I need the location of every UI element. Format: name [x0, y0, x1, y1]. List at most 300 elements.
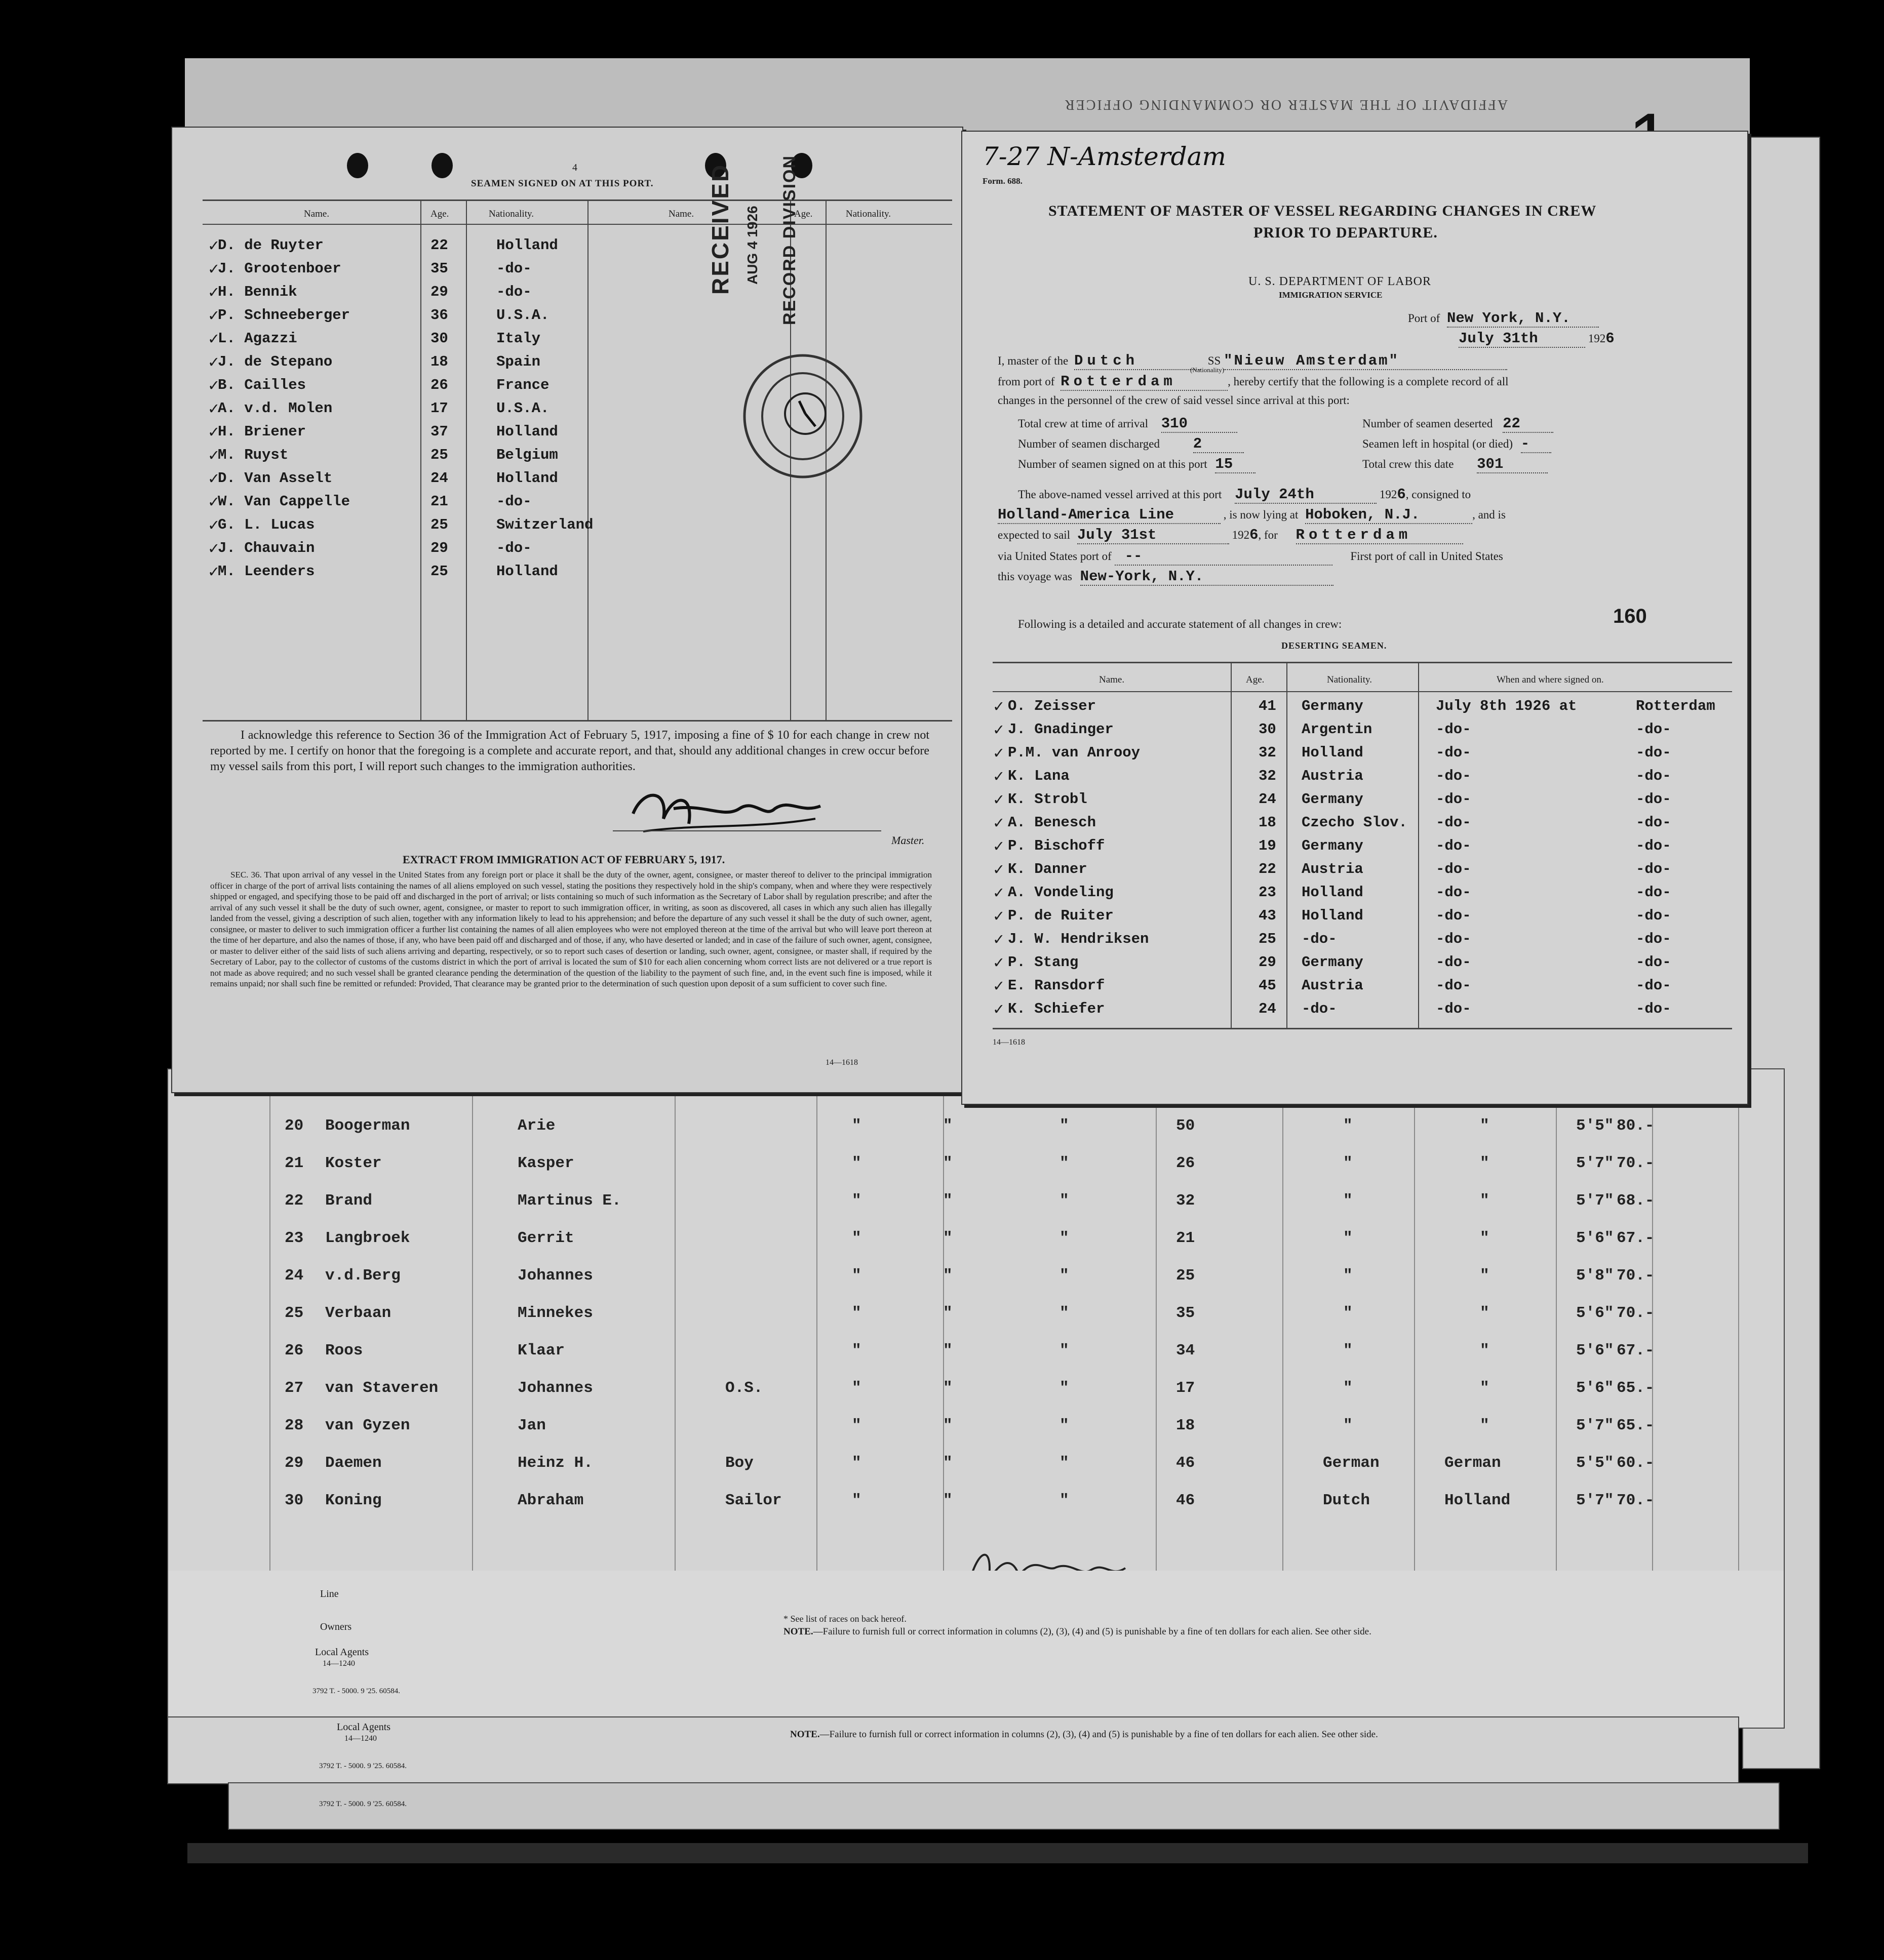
age: 21	[1176, 1229, 1195, 1247]
deserter-signed-where: -do-	[1636, 931, 1671, 947]
deserter-nationality: -do-	[1302, 1001, 1337, 1017]
manifest-row	[168, 1444, 1784, 1482]
surname: Roos	[325, 1342, 363, 1359]
seaman-row	[208, 281, 962, 304]
seaman-age: 30	[430, 330, 448, 347]
deserter-age: 29	[1259, 954, 1276, 971]
given-name: Klaar	[518, 1342, 565, 1359]
deserter-signed-where: -do-	[1636, 721, 1671, 738]
deserter-row	[993, 718, 1737, 741]
seaman-nationality: -do-	[496, 260, 532, 277]
col-header-nationality: Nationality.	[1327, 674, 1372, 685]
crew-manifest-sheet	[167, 1068, 1785, 1729]
ditto-mark: "	[943, 1454, 953, 1472]
deserter-signed-when: -do-	[1436, 1001, 1471, 1017]
given-name: Gerrit	[518, 1229, 574, 1247]
check-mark: ✓	[993, 884, 1005, 901]
check-mark: ✓	[993, 977, 1005, 994]
deserter-signed-when: -do-	[1436, 768, 1471, 784]
deserter-age: 32	[1259, 768, 1276, 784]
check-mark: ✓	[993, 721, 1005, 738]
nationality-caption: (Nationality)	[1190, 366, 1225, 374]
ditto-mark: "	[852, 1304, 861, 1322]
deserter-nationality: Germany	[1302, 954, 1363, 971]
ditto-mark: "	[852, 1454, 861, 1472]
deserter-name: P. de Ruiter	[1008, 907, 1114, 924]
manifest-row	[168, 1369, 1784, 1407]
manifest-row	[168, 1294, 1784, 1332]
deserter-age: 32	[1259, 744, 1276, 761]
check-mark: ✓	[993, 907, 1005, 925]
port-line: Port of New York, N.Y.	[1408, 310, 1599, 328]
ditto-mark: "	[1059, 1417, 1069, 1434]
seaman-age: 17	[430, 400, 448, 417]
deserting-title: DESERTING SEAMEN.	[1281, 641, 1387, 651]
deserter-nationality: Austria	[1302, 861, 1363, 877]
seaman-nationality: Italy	[496, 330, 541, 347]
surname: Boogerman	[325, 1117, 410, 1135]
received-stamp: RECEIVED	[707, 163, 733, 295]
deserter-signed-when: -do-	[1436, 931, 1471, 947]
agents-code: 14—1240	[323, 1659, 355, 1668]
ditto-mark: "	[1059, 1379, 1069, 1397]
seaman-nationality: Holland	[496, 563, 558, 580]
seaman-nationality: U.S.A.	[496, 400, 550, 417]
age: 17	[1176, 1379, 1195, 1397]
handwritten-note: 7-27 N-Amsterdam	[983, 142, 1226, 171]
row-number: 22	[285, 1192, 304, 1210]
deserter-name: J. W. Hendriksen	[1008, 931, 1149, 947]
given-name: Johannes	[518, 1267, 593, 1285]
ditto-mark: "	[1343, 1154, 1353, 1172]
ditto-mark: "	[1059, 1304, 1069, 1322]
given-name: Johannes	[518, 1379, 593, 1397]
deserter-row	[993, 951, 1737, 974]
seaman-name: M. Leenders	[218, 563, 315, 580]
manifest-row	[168, 1257, 1784, 1294]
ditto-mark: "	[943, 1379, 953, 1397]
acknowledgement-text: I acknowledge this reference to Section 36 of the Immigration Act of February 5, 1917, imposing a fine of $ 10 for each change in crew not reported by me. I certify on honor that the foregoing is a complete and accurate report, and that, should any additional changes in crew occur before my vessel sails from this port, I will report such changes to the immigration authorities.	[210, 729, 929, 773]
manifest-strip-3	[228, 1782, 1780, 1830]
height: 5'7"	[1576, 1492, 1614, 1509]
seaman-row	[208, 560, 962, 583]
weight: 65.-	[1617, 1379, 1655, 1397]
seaman-age: 25	[430, 563, 448, 580]
print-code-3: 3792 T. - 5000. 9 '25. 60584.	[319, 1800, 407, 1808]
weight: 70.-	[1617, 1492, 1655, 1509]
ditto-mark: "	[852, 1192, 861, 1210]
deserter-signed-where: -do-	[1636, 907, 1671, 924]
col-header-name: Name.	[304, 209, 330, 219]
row-number: 28	[285, 1417, 304, 1434]
manifest-row	[168, 1332, 1784, 1369]
age: 25	[1176, 1267, 1195, 1285]
deserter-row	[993, 881, 1737, 904]
from-port-line: from port of Rotterdam , hereby certify that the following is a complete record of all	[998, 373, 1509, 390]
ditto-mark: "	[943, 1342, 953, 1359]
check-mark: ✓	[993, 814, 1005, 831]
deserter-signed-when: -do-	[1436, 721, 1471, 738]
col-header-age: Age.	[430, 209, 449, 219]
position: Sailor	[725, 1492, 782, 1509]
manifest-row	[168, 1144, 1784, 1182]
deserter-age: 24	[1259, 791, 1276, 808]
form-title: SEAMEN SIGNED ON AT THIS PORT.	[471, 178, 654, 189]
deserter-name: P. Bischoff	[1008, 837, 1105, 854]
given-name: Abraham	[518, 1492, 584, 1509]
punch-hole	[431, 153, 453, 178]
ditto-mark: "	[852, 1117, 861, 1135]
statement-title-1: STATEMENT OF MASTER OF VESSEL REGARDING CHANGES IN CREW	[1048, 203, 1597, 219]
deserter-nationality: Czecho Slov.	[1302, 814, 1407, 831]
seaman-nationality: Holland	[496, 423, 558, 440]
seaman-age: 18	[430, 353, 448, 370]
given-name: Arie	[518, 1117, 556, 1135]
check-mark: ✓	[993, 861, 1005, 878]
race: German	[1323, 1454, 1380, 1472]
ditto-mark: "	[1059, 1117, 1069, 1135]
weight: 65.-	[1617, 1417, 1655, 1434]
height: 5'6"	[1576, 1379, 1614, 1397]
given-name: Kasper	[518, 1154, 574, 1172]
statement-title-2: PRIOR TO DEPARTURE.	[1253, 224, 1438, 241]
check-mark: ✓	[208, 540, 220, 557]
seaman-age: 25	[430, 447, 448, 463]
check-mark: ✓	[208, 447, 220, 464]
deserter-signed-when: -do-	[1436, 977, 1471, 994]
deserter-row	[993, 904, 1737, 928]
ditto-mark: "	[943, 1417, 953, 1434]
height: 5'6"	[1576, 1342, 1614, 1359]
height: 5'6"	[1576, 1229, 1614, 1247]
surname: v.d.Berg	[325, 1267, 401, 1285]
deserter-name: E. Ransdorf	[1008, 977, 1105, 994]
deserter-nationality: Holland	[1302, 907, 1363, 924]
punch-hole	[347, 153, 368, 178]
total-crew-date: Total crew this date 301	[1362, 456, 1548, 473]
deserter-age: 23	[1259, 884, 1276, 901]
seamen-signed-on: Number of seamen signed on at this port 15	[1018, 456, 1255, 473]
check-mark: ✓	[208, 237, 220, 254]
col-header-age: Age.	[1246, 674, 1265, 685]
ditto-mark: "	[1343, 1229, 1353, 1247]
record-division-stamp: RECORD DIVISION	[780, 154, 799, 325]
deserter-signed-where: -do-	[1636, 814, 1671, 831]
manifest-row	[168, 1219, 1784, 1257]
changes-line: changes in the personnel of the crew of said vessel since arrival at this port:	[998, 394, 1350, 407]
ditto-mark: "	[943, 1117, 953, 1135]
position: Boy	[725, 1454, 754, 1472]
deserter-signed-where: -do-	[1636, 744, 1671, 761]
ditto-mark: "	[1480, 1154, 1489, 1172]
height: 5'7"	[1576, 1192, 1614, 1210]
weight: 70.-	[1617, 1304, 1655, 1322]
owners-label: Owners	[320, 1621, 352, 1632]
row-number: 21	[285, 1154, 304, 1172]
seaman-nationality: -do-	[496, 284, 532, 300]
deserter-row	[993, 741, 1737, 765]
seamen-hospital: Seamen left in hospital (or died) -	[1362, 435, 1551, 453]
deserter-row	[993, 858, 1737, 881]
ditto-mark: "	[943, 1154, 953, 1172]
statement-of-master-form	[961, 131, 1748, 1105]
deserter-nationality: Germany	[1302, 791, 1363, 808]
seaman-name: M. Ruyst	[218, 447, 289, 463]
deserter-signed-where: -do-	[1636, 954, 1671, 971]
age: 50	[1176, 1117, 1195, 1135]
deserter-row	[993, 997, 1737, 1021]
check-mark: ✓	[993, 837, 1005, 855]
deserter-signed-when: -do-	[1436, 744, 1471, 761]
note-line: NOTE.—Failure to furnish full or correct information in columns (2), (3), (4) and (5) is punishable by a fine of ten dollars for each alien. See other side.	[783, 1626, 1371, 1637]
check-mark: ✓	[208, 330, 220, 347]
check-mark: ✓	[993, 698, 1005, 715]
deserter-age: 25	[1259, 931, 1276, 947]
row-number: 23	[285, 1229, 304, 1247]
given-name: Jan	[518, 1417, 546, 1434]
ditto-mark: "	[943, 1229, 953, 1247]
seaman-name: H. Briener	[218, 423, 306, 440]
deserter-row	[993, 765, 1737, 788]
seaman-age: 35	[430, 260, 448, 277]
seaman-row	[208, 234, 962, 257]
check-mark: ✓	[993, 744, 1005, 762]
seaman-name: P. Schneeberger	[218, 307, 350, 324]
deserter-name: J. Gnadinger	[1008, 721, 1114, 738]
seaman-age: 36	[430, 307, 448, 324]
seaman-nationality: Holland	[496, 470, 558, 487]
weight: 70.-	[1617, 1267, 1655, 1285]
ditto-mark: "	[1343, 1304, 1353, 1322]
form-label: Form. 688.	[983, 176, 1023, 186]
ditto-mark: "	[852, 1417, 861, 1434]
position: O.S.	[725, 1379, 763, 1397]
seaman-row	[208, 304, 962, 327]
deserter-age: 18	[1259, 814, 1276, 831]
seaman-age: 37	[430, 423, 448, 440]
check-mark: ✓	[208, 400, 220, 417]
seaman-name: D. de Ruyter	[218, 237, 324, 254]
ditto-mark: "	[943, 1192, 953, 1210]
deserter-nationality: Austria	[1302, 768, 1363, 784]
deserter-name: P. Stang	[1008, 954, 1079, 971]
check-mark: ✓	[208, 516, 220, 534]
dark-bottom-bar	[187, 1843, 1808, 1863]
page-number: 4	[572, 162, 577, 173]
seaman-age: 22	[430, 237, 448, 254]
ditto-mark: "	[943, 1267, 953, 1285]
date-line: July 31th 1926	[1459, 330, 1615, 347]
deserter-name: O. Zeisser	[1008, 698, 1096, 714]
manifest-row	[168, 1407, 1784, 1444]
deserter-name: K. Strobl	[1008, 791, 1087, 808]
deserter-signed-when: -do-	[1436, 837, 1471, 854]
deserter-nationality: Argentin	[1302, 721, 1372, 738]
file-number: 160	[1613, 605, 1647, 627]
given-name: Heinz H.	[518, 1454, 593, 1472]
agents-code-2: 14—1240	[344, 1734, 377, 1743]
following-text: Following is a detailed and accurate statement of all changes in crew:	[1018, 618, 1342, 630]
deserter-signed-where: -do-	[1636, 861, 1671, 877]
ditto-mark: "	[1059, 1154, 1069, 1172]
seaman-name: J. Chauvain	[218, 540, 315, 556]
master-line: I, master of the Dutch SS "Nieuw Amsterdam"	[998, 352, 1507, 370]
deserter-signed-when: -do-	[1436, 954, 1471, 971]
weight: 67.-	[1617, 1229, 1655, 1247]
print-code: 3792 T. - 5000. 9 '25. 60584.	[312, 1687, 400, 1695]
seaman-row	[208, 513, 962, 537]
check-mark: ✓	[208, 493, 220, 510]
ditto-mark: "	[1343, 1192, 1353, 1210]
deserter-age: 24	[1259, 1001, 1276, 1017]
height: 5'5"	[1576, 1454, 1614, 1472]
ditto-mark: "	[852, 1342, 861, 1359]
arrived-line: The above-named vessel arrived at this port July 24th 1926, consigned to	[1018, 486, 1471, 503]
deserter-nationality: Holland	[1302, 744, 1363, 761]
form-code: 14—1618	[993, 1038, 1025, 1047]
row-number: 29	[285, 1454, 304, 1472]
ditto-mark: "	[1480, 1417, 1489, 1434]
age: 35	[1176, 1304, 1195, 1322]
seaman-row	[208, 327, 962, 350]
age: 32	[1176, 1192, 1195, 1210]
seaman-age: 26	[430, 377, 448, 393]
check-mark: ✓	[208, 260, 220, 277]
back-sheet-header: AFFIDAVIT OF THE MASTER OR COMMANDING OFFICER	[1064, 97, 1508, 112]
deserter-signed-when: July 8th 1926 at	[1436, 698, 1577, 714]
ditto-mark: "	[1480, 1379, 1489, 1397]
col-header-when-where: When and where signed on.	[1497, 674, 1604, 685]
line-label: Line	[320, 1588, 339, 1599]
deserter-age: 43	[1259, 907, 1276, 924]
row-number: 25	[285, 1304, 304, 1322]
total-crew-arrival: Total crew at time of arrival 310	[1018, 415, 1237, 433]
ditto-mark: "	[1343, 1417, 1353, 1434]
ditto-mark: "	[943, 1492, 953, 1509]
weight: 68.-	[1617, 1192, 1655, 1210]
given-name: Minnekes	[518, 1304, 593, 1322]
height: 5'6"	[1576, 1304, 1614, 1322]
deserter-age: 45	[1259, 977, 1276, 994]
seaman-row	[208, 257, 962, 281]
ditto-mark: "	[1480, 1342, 1489, 1359]
ditto-mark: "	[1059, 1229, 1069, 1247]
check-mark: ✓	[208, 563, 220, 580]
height: 5'7"	[1576, 1154, 1614, 1172]
row-number: 27	[285, 1379, 304, 1397]
col-header-nationality: Nationality.	[489, 209, 534, 219]
deserter-signed-when: -do-	[1436, 814, 1471, 831]
check-mark: ✓	[993, 954, 1005, 971]
seaman-name: J. Grootenboer	[218, 260, 341, 277]
surname: van Gyzen	[325, 1417, 410, 1434]
height: 5'5"	[1576, 1117, 1614, 1135]
manifest-row	[168, 1107, 1784, 1144]
master-label: Master.	[891, 834, 925, 847]
deserter-nationality: -do-	[1302, 931, 1337, 947]
row-number: 24	[285, 1267, 304, 1285]
seaman-row	[208, 537, 962, 560]
form-code: 14—1618	[826, 1058, 858, 1067]
col-header-name-2: Name.	[669, 209, 694, 219]
weight: 67.-	[1617, 1342, 1655, 1359]
check-mark: ✓	[208, 284, 220, 301]
surname: Brand	[325, 1192, 373, 1210]
check-mark: ✓	[208, 377, 220, 394]
seaman-age: 21	[430, 493, 448, 510]
weight: 70.-	[1617, 1154, 1655, 1172]
age: 26	[1176, 1154, 1195, 1172]
check-mark: ✓	[208, 423, 220, 441]
seaman-age: 29	[430, 540, 448, 556]
check-mark: ✓	[993, 768, 1005, 785]
surname: Koster	[325, 1154, 382, 1172]
seaman-age: 29	[430, 284, 448, 300]
race: Dutch	[1323, 1492, 1370, 1509]
deserter-name: A. Benesch	[1008, 814, 1096, 831]
age: 46	[1176, 1454, 1195, 1472]
deserter-age: 41	[1259, 698, 1276, 714]
deserter-signed-where: -do-	[1636, 791, 1671, 808]
deserter-signed-where: -do-	[1636, 884, 1671, 901]
surname: Daemen	[325, 1454, 382, 1472]
seaman-name: H. Bennik	[218, 284, 297, 300]
deserter-row	[993, 974, 1737, 997]
manifest-row	[168, 1482, 1784, 1519]
ditto-mark: "	[1343, 1379, 1353, 1397]
deserter-row	[993, 834, 1737, 858]
seaman-nationality: Spain	[496, 353, 541, 370]
seaman-name: A. v.d. Molen	[218, 400, 333, 417]
nationality: German	[1444, 1454, 1501, 1472]
seaman-nationality: France	[496, 377, 550, 393]
seamen-deserted: Number of seamen deserted 22	[1362, 415, 1553, 433]
via-port-line: via United States port of -- First port of call in United States	[998, 548, 1503, 565]
ditto-mark: "	[1059, 1342, 1069, 1359]
surname: Koning	[325, 1492, 382, 1509]
ditto-mark: "	[1059, 1454, 1069, 1472]
ditto-mark: "	[852, 1379, 861, 1397]
weight: 60.-	[1617, 1454, 1655, 1472]
ditto-mark: "	[1480, 1304, 1489, 1322]
seaman-name: W. Van Cappelle	[218, 493, 350, 510]
seaman-nationality: -do-	[496, 540, 532, 556]
ditto-mark: "	[1343, 1117, 1353, 1135]
age: 34	[1176, 1342, 1195, 1359]
seamen-signed-on-form	[171, 127, 963, 1093]
col-header-name: Name.	[1099, 674, 1125, 685]
check-mark: ✓	[993, 1001, 1005, 1018]
seaman-nationality: Belgium	[496, 447, 558, 463]
manifest-strip-2	[167, 1716, 1739, 1784]
seaman-nationality: Holland	[496, 237, 558, 254]
note-line-2: NOTE.—Failure to furnish full or correct information in columns (2), (3), (4) and (5) is punishable by a fine of ten dollars for each alien. See other side.	[790, 1729, 1378, 1740]
surname: Verbaan	[325, 1304, 391, 1322]
seaman-name: D. Van Asselt	[218, 470, 333, 487]
ditto-mark: "	[852, 1154, 861, 1172]
deserter-row	[993, 695, 1737, 718]
extract-title: EXTRACT FROM IMMIGRATION ACT OF FEBRUARY 5, 1917.	[403, 853, 725, 866]
check-mark: ✓	[208, 470, 220, 487]
seaman-name: J. de Stepano	[218, 353, 333, 370]
check-mark: ✓	[208, 353, 220, 371]
surname: Langbroek	[325, 1229, 410, 1247]
deserter-signed-where: -do-	[1636, 768, 1671, 784]
received-stamp-date: AUG 4 1926	[744, 206, 760, 285]
col-header-nationality-2: Nationality.	[846, 209, 891, 219]
local-agents-label: Local Agents	[315, 1647, 369, 1658]
deserter-row	[993, 811, 1737, 834]
